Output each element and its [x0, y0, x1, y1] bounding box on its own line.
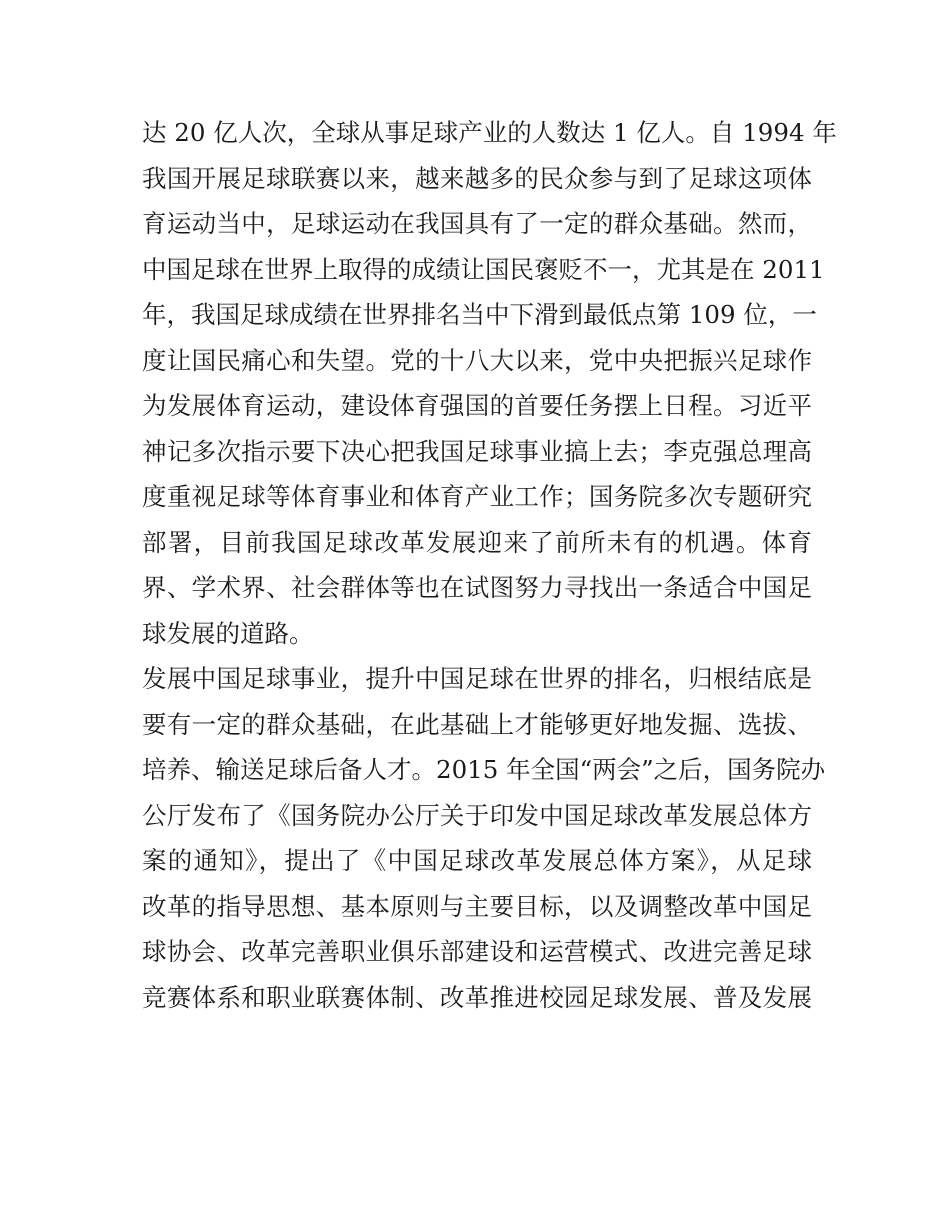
- text-line: 神记多次指示要下决心把我国足球事业搞上去；李克强总理高: [142, 436, 812, 466]
- body-text: [142, 110, 837, 1020]
- text-line: 界、学术界、社会群体等也在试图努力寻找出一条适合中国足: [142, 573, 812, 602]
- paragraph-1: [142, 110, 837, 656]
- text-line: 度重视足球等体育事业和体育产业工作；国务院多次专题研究: [142, 482, 812, 511]
- text-line: 育运动当中，足球运动在我国具有了一定的群众基础。然而，: [142, 209, 812, 238]
- text-line: 达 20 亿人次，全球从事足球产业的人数达 1 亿人。自 1994 年: [142, 118, 837, 147]
- text-line: 发展中国足球事业，提升中国足球在世界的排名，归根结底是: [142, 664, 812, 693]
- text-line: 度让国民痛心和失望。党的十八大以来，党中央把振兴足球作: [142, 345, 812, 375]
- text-line: 竞赛体系和职业联赛体制、改革推进校园足球发展、普及发展: [142, 982, 812, 1012]
- text-line: 年，我国足球成绩在世界排名当中下滑到最低点第 109 位，一: [142, 300, 817, 329]
- paragraph-2: [142, 656, 826, 1020]
- text-line: 公厅发布了《国务院办公厅关于印发中国足球改革发展总体方: [142, 800, 812, 830]
- text-line: 中国足球在世界上取得的成绩让国民褒贬不一，尤其是在 2011: [142, 254, 825, 284]
- text-line: 案的通知》，提出了《中国足球改革发展总体方案》，从足球: [142, 846, 812, 875]
- text-line: 球协会、改革完善职业俱乐部建设和运营模式、改进完善足球: [142, 937, 812, 966]
- text-line: 培养、输送足球后备人才。2015 年全国“两会”之后，国务院办: [142, 755, 826, 784]
- text-line: 为发展体育运动，建设体育强国的首要任务摆上日程。习近平: [142, 391, 812, 420]
- text-line: 要有一定的群众基础，在此基础上才能够更好地发掘、选拔、: [142, 709, 812, 739]
- text-line: 球发展的道路。: [142, 618, 314, 648]
- text-line: 改革的指导思想、基本原则与主要目标，以及调整改革中国足: [142, 891, 812, 921]
- text-line: 部署，目前我国足球改革发展迎来了前所未有的机遇。体育: [142, 527, 812, 557]
- text-line: 我国开展足球联赛以来，越来越多的民众参与到了足球这项体: [142, 163, 812, 193]
